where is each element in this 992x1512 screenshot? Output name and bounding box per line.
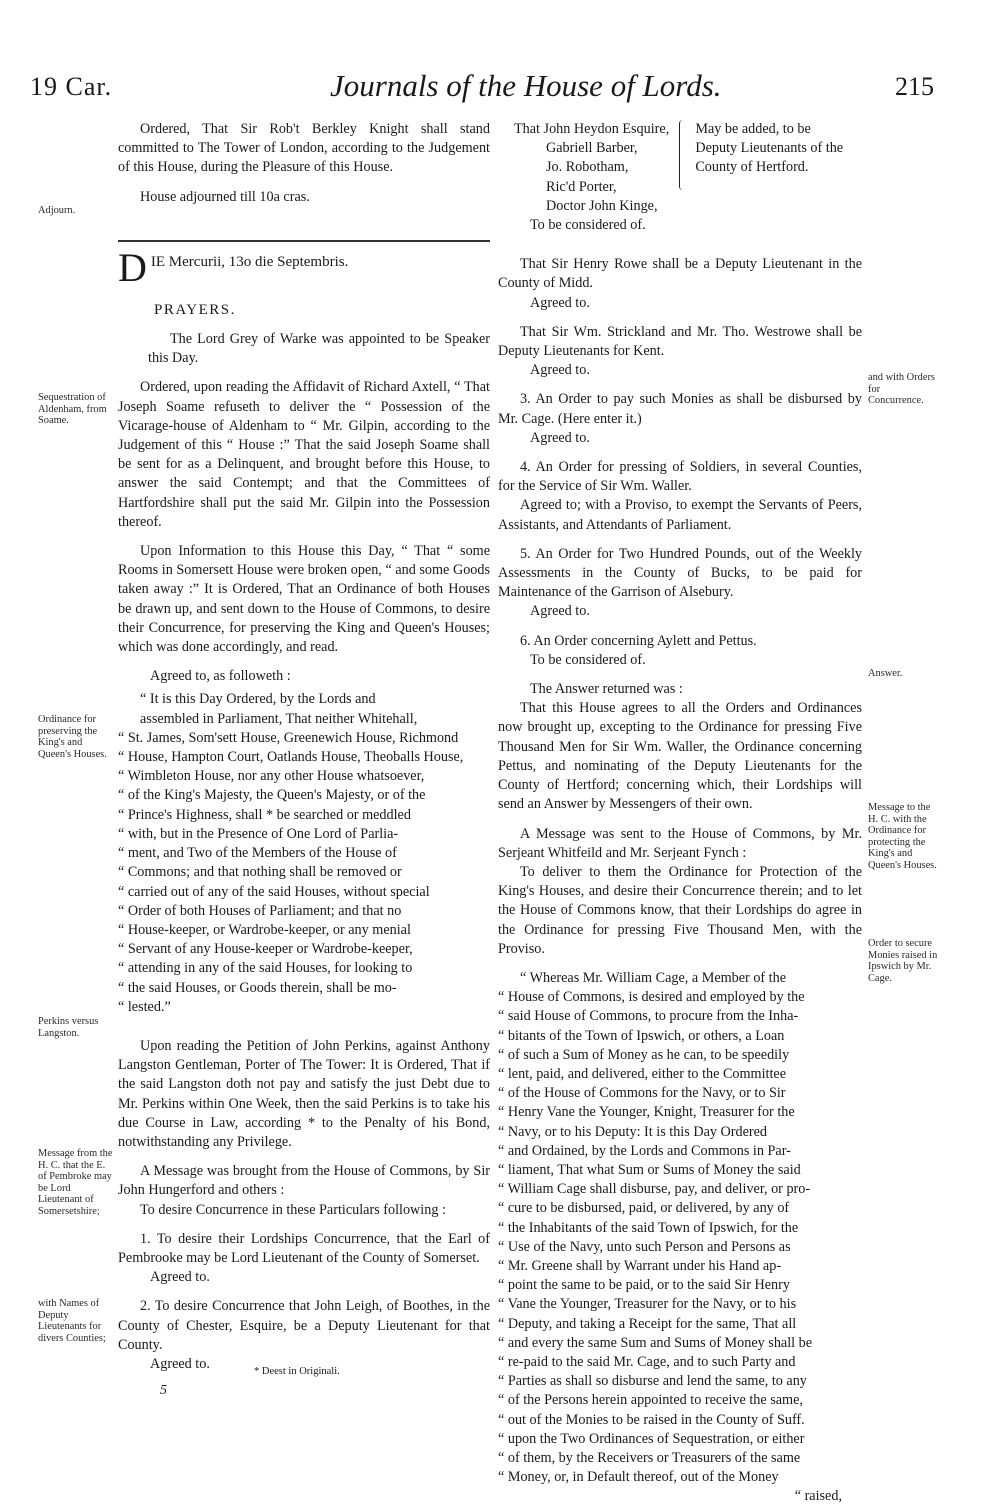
whereas-line: “ liament, That what Sum or Sums of Money the said bbox=[498, 1161, 801, 1178]
paragraph-deliver: To deliver to them the Ordinance for Protection of the King's Houses, and desire their Concurrence therein; and to let the House of Commons know, that their Lordships do agree in the Ordinance for pressing Five Thousand Men, with the Proviso. bbox=[498, 863, 862, 957]
whereas-line: “ Money, or, in Default thereof, out of the Money bbox=[498, 1469, 779, 1486]
heydon-name: That John Heydon Esquire, bbox=[514, 121, 670, 137]
whereas-line: “ point the same to be paid, or to the said Sir Henry bbox=[498, 1277, 790, 1294]
considered-1: To be considered of. bbox=[530, 217, 646, 234]
ordinance-line: “ Commons; and that nothing shall be removed or bbox=[118, 864, 402, 881]
section-rule bbox=[118, 240, 490, 242]
agreed-strickland: Agreed to. bbox=[530, 362, 590, 379]
ordinance-line: “ Wimbleton House, nor any other House whatsoever, bbox=[118, 768, 425, 785]
item-6: 6. An Order concerning Aylett and Pettus. bbox=[520, 632, 757, 649]
left-column bbox=[118, 120, 490, 1374]
footnote: * Deest in Originali. bbox=[254, 1366, 340, 1377]
whereas-line: “ cure to be disbursed, paid, or delivered, by any of bbox=[498, 1200, 790, 1217]
ordinance-line: “ It is this Day Ordered, by the Lords and bbox=[140, 691, 376, 708]
whereas-line: “ out of the Monies to be raised in the County of Suff. bbox=[498, 1411, 805, 1428]
whereas-line: “ raised, bbox=[794, 1488, 842, 1505]
margin-note-order-ipswich: Order to secure Monies raised in Ipswich by Mr. Cage. bbox=[868, 938, 938, 984]
whereas-line: “ re-paid to the said Mr. Cage, and to such Party and bbox=[498, 1353, 796, 1370]
heydon-name: Gabriell Barber, bbox=[546, 140, 638, 157]
agreed-rowe: Agreed to. bbox=[530, 294, 590, 311]
ordinance-line: “ House, Hampton Court, Oatlands House, Theoballs House, bbox=[118, 749, 464, 766]
item-5-agreed: Agreed to. bbox=[530, 603, 590, 620]
item-1-agreed: Agreed to. bbox=[150, 1269, 210, 1286]
heydon-name: Jo. Robotham, bbox=[546, 159, 629, 176]
ordinance-line: “ Servant of any House-keeper or Wardrobe-keeper, bbox=[118, 941, 413, 958]
item-3: 3. An Order to pay such Monies as shall be disbursed by Mr. Cage. (Here enter it.) bbox=[498, 391, 862, 427]
margin-note-cage: and with Orders for Concurrence. bbox=[868, 372, 935, 406]
whereas-text bbox=[498, 969, 862, 1507]
header-page-number: 215 bbox=[895, 72, 934, 101]
ordinance-line: “ Order of both Houses of Parliament; and that no bbox=[118, 902, 402, 919]
heydon-names bbox=[498, 120, 669, 216]
item-5: 5. An Order for Two Hundred Pounds, out of the Weekly Assessments in the County of Bucks, to be paid for Maintenance of the Garrison of Alsebury. bbox=[498, 545, 862, 601]
whereas-line: “ Use of the Navy, unto such Person and Persons as bbox=[498, 1238, 791, 1255]
ordinance-line: “ Prince's Highness, shall * be searched or meddled bbox=[118, 806, 411, 823]
paragraph-desire: To desire Concurrence in these Particulars following : bbox=[140, 1201, 446, 1218]
signature-mark: 5 bbox=[160, 1383, 167, 1398]
whereas-line: “ of the House of Commons for the Navy, or to Sir bbox=[498, 1085, 786, 1102]
whereas-line: “ Henry Vane the Younger, Knight, Treasurer for the bbox=[498, 1104, 795, 1121]
whereas-line: “ of them, by the Receivers or Treasurers of the same bbox=[498, 1450, 801, 1466]
paragraph-message-sent: A Message was sent to the House of Commons, by Mr. Serjeant Whitfeild and Mr. Serjeant Fynch : bbox=[498, 825, 862, 861]
whereas-line: “ Parties as shall so disburse and lend the same, to any bbox=[498, 1373, 807, 1390]
heydon-name: Doctor John Kinge, bbox=[546, 197, 658, 214]
paragraph-rowe: That Sir Henry Rowe shall be a Deputy Lieutenant in the County of Midd. bbox=[498, 256, 862, 292]
paragraph-adjourn: House adjourned till 10a cras. bbox=[140, 188, 310, 205]
whereas-line: “ Vane the Younger, Treasurer for the Navy, or to his bbox=[498, 1296, 797, 1313]
heydon-block bbox=[498, 120, 862, 216]
item-3-agreed: Agreed to. bbox=[530, 429, 590, 446]
margin-note-deputies: with Names of Deputy Lieutenants for divers Counties; bbox=[38, 1298, 106, 1344]
whereas-line: “ Navy, or to his Deputy: It is this Day Ordered bbox=[498, 1123, 767, 1140]
whereas-line: “ upon the Two Ordinances of Sequestration, or either bbox=[498, 1430, 805, 1447]
whereas-line: “ of the Persons herein appointed to receive the same, bbox=[498, 1392, 803, 1409]
date-text: IE Mercurii, 13o die Septembris. bbox=[150, 253, 349, 270]
item-2: 2. To desire Concurrence that John Leigh, of Boothes, in the County of Chester, Esquire, be a Deputy Lieutenant for that County. bbox=[118, 1298, 490, 1353]
item-4: 4. An Order for pressing of Soldiers, in several Counties, for the Service of Sir Wm. Waller. bbox=[498, 459, 862, 495]
whereas-line: “ the Inhabitants of the said Town of Ipswich, for the bbox=[498, 1219, 799, 1236]
ordinance-line: “ lested.” bbox=[118, 998, 171, 1015]
heydon-brace-text: May be added, to be Deputy Lieutenants of the County of Hertford. bbox=[695, 121, 844, 176]
item-2-agreed: Agreed to. bbox=[150, 1355, 210, 1372]
whereas-line: “ William Cage shall disburse, pay, and deliver, or pro- bbox=[498, 1181, 811, 1198]
header-title: Journals of the House of Lords. bbox=[330, 68, 722, 103]
margin-note-adjourn: Adjourn. bbox=[38, 205, 76, 216]
whereas-line: “ House of Commons, is desired and employed by the bbox=[498, 989, 805, 1006]
margin-note-perkins: Perkins versus Langston. bbox=[38, 1016, 99, 1039]
paragraph-soame: Ordered, upon reading the Affidavit of Richard Axtell, “ That Joseph Soame refuseth to deliver the “ Possession of the Vicarage-house of Aldenham to “ Mr. Gilpin, according to the Judgement of this “ House :” That the said Joseph Soame shall be sent for as a Delinquent, and brought before this House, to answer the said Contempt; and that the Committees of Hartfordshire shall put the said Mr. Gilpin into the Possession thereof. bbox=[118, 379, 490, 530]
drop-cap: D bbox=[118, 244, 147, 290]
agreed-followeth: Agreed to, as followeth : bbox=[150, 668, 291, 685]
paragraph-answer: That this House agrees to all the Orders and Ordinances now brought up, excepting to the Ordinance for pressing Five Thousand Men for Sir Wm. Waller, the Ordinance concerning Pettus, and nominating of the Deputy Lieutenants for the County of Hertford; concerning which, their Lordships will send an Answer by Messengers of their own. bbox=[498, 700, 862, 813]
whereas-line: “ lent, paid, and delivered, either to the Committee bbox=[498, 1065, 786, 1082]
whereas-line: “ bitants of the Town of Ipswich, or others, a Loan bbox=[498, 1027, 785, 1044]
margin-note-answer: Answer. bbox=[868, 668, 903, 679]
item-6-considered: To be considered of. bbox=[530, 651, 646, 668]
ordinance-line: “ ment, and Two of the Members of the House of bbox=[118, 845, 397, 862]
ordinance-line: assembled in Parliament, That neither Whitehall, bbox=[140, 710, 418, 727]
paragraph-strickland: That Sir Wm. Strickland and Mr. Tho. Westrowe shall be Deputy Lieutenants for Kent. bbox=[498, 323, 862, 360]
whereas-line: “ and Ordained, by the Lords and Commons in Par- bbox=[498, 1142, 791, 1159]
ordinance-line: “ House-keeper, or Wardrobe-keeper, or any menial bbox=[118, 921, 411, 938]
margin-note-message: Message from the H. C. that the E. of Pembroke may be Lord Lieutenant of Somersetshire; bbox=[38, 1148, 113, 1217]
paragraph-berkley: Ordered, That Sir Rob't Berkley Knight shall stand committed to The Tower of London, according to the Judgement of this House, during the Pleasure of this House. bbox=[118, 121, 490, 176]
right-column bbox=[498, 120, 862, 1507]
ordinance-line: “ carried out of any of the said Houses, without special bbox=[118, 883, 430, 900]
margin-note-message-to: Message to the H. C. with the Ordinance for protecting the King's and Queen's Houses. bbox=[868, 802, 937, 871]
brace-mark bbox=[679, 120, 686, 190]
page-header bbox=[0, 68, 992, 112]
item-4-agreed: Agreed to; with a Proviso, to exempt the Servants of Peers, Assistants, and Attendants of Parliament. bbox=[498, 497, 862, 533]
ordinance-line: “ attending in any of the said Houses, for looking to bbox=[118, 960, 413, 977]
whereas-line: “ Mr. Greene shall by Warrant under his Hand ap- bbox=[498, 1257, 782, 1274]
paragraph-speaker: The Lord Grey of Warke was appointed to be Speaker this Day. bbox=[148, 331, 490, 367]
whereas-line: “ and every the same Sum and Sums of Money shall be bbox=[498, 1334, 813, 1351]
item-1: 1. To desire their Lordships Concurrence, that the Earl of Pembrooke may be Lord Lieutenant of the County of Somerset. bbox=[118, 1230, 490, 1266]
ordinance-line: “ of the King's Majesty, the Queen's Majesty, or of the bbox=[118, 787, 426, 804]
answer-heading: The Answer returned was : bbox=[530, 681, 683, 698]
margin-note-ordinance: Ordinance for preserving the King's and Queen's Houses. bbox=[38, 714, 107, 760]
date-heading bbox=[118, 244, 490, 290]
whereas-line: “ of such a Sum of Money as he can, to be speedily bbox=[498, 1046, 790, 1063]
paragraph-somerset-house: Upon Information to this House this Day, “ That “ some Rooms in Somersett House were broken open, “ and some Goods taken away :” It is Ordered, That an Ordinance of both Houses be drawn up, and sent down to the House of Commons, to desire their Concurrence, for preserving the King and Queen's Houses; which was done accordingly, and read. bbox=[118, 543, 490, 656]
whereas-line: “ Whereas Mr. William Cage, a Member of the bbox=[520, 969, 787, 986]
margin-note-sequestration: Sequestration of Aldenham, from Soame. bbox=[38, 392, 107, 426]
paragraph-message-hc: A Message was brought from the House of Commons, by Sir John Hungerford and others : bbox=[118, 1163, 490, 1199]
header-regnal-year: 19 Car. bbox=[30, 72, 113, 101]
whereas-line: “ Deputy, and taking a Receipt for the same, That all bbox=[498, 1315, 797, 1332]
whereas-line: “ said House of Commons, to procure from the Inha- bbox=[498, 1008, 799, 1025]
prayers-heading: PRAYERS. bbox=[154, 301, 236, 318]
ordinance-line: “ with, but in the Presence of One Lord of Parlia- bbox=[118, 825, 399, 842]
ordinance-text bbox=[118, 690, 490, 1016]
ordinance-line: “ the said Houses, or Goods therein, shall be mo- bbox=[118, 979, 397, 996]
paragraph-perkins: Upon reading the Petition of John Perkins, against Anthony Langston Gentleman, Porter of The Tower: It is Ordered, That if the said Langston doth not pay and satisfy the just Debt due to Mr. Perkins within One Week, then the said Perkins is to take his due Course in Law, according * to the Penalty of his Bond, notwithstanding any Privilege. bbox=[118, 1037, 490, 1150]
heydon-name: Ric'd Porter, bbox=[546, 178, 617, 195]
ordinance-line: “ St. James, Som'sett House, Greenewich House, Richmond bbox=[118, 729, 459, 746]
